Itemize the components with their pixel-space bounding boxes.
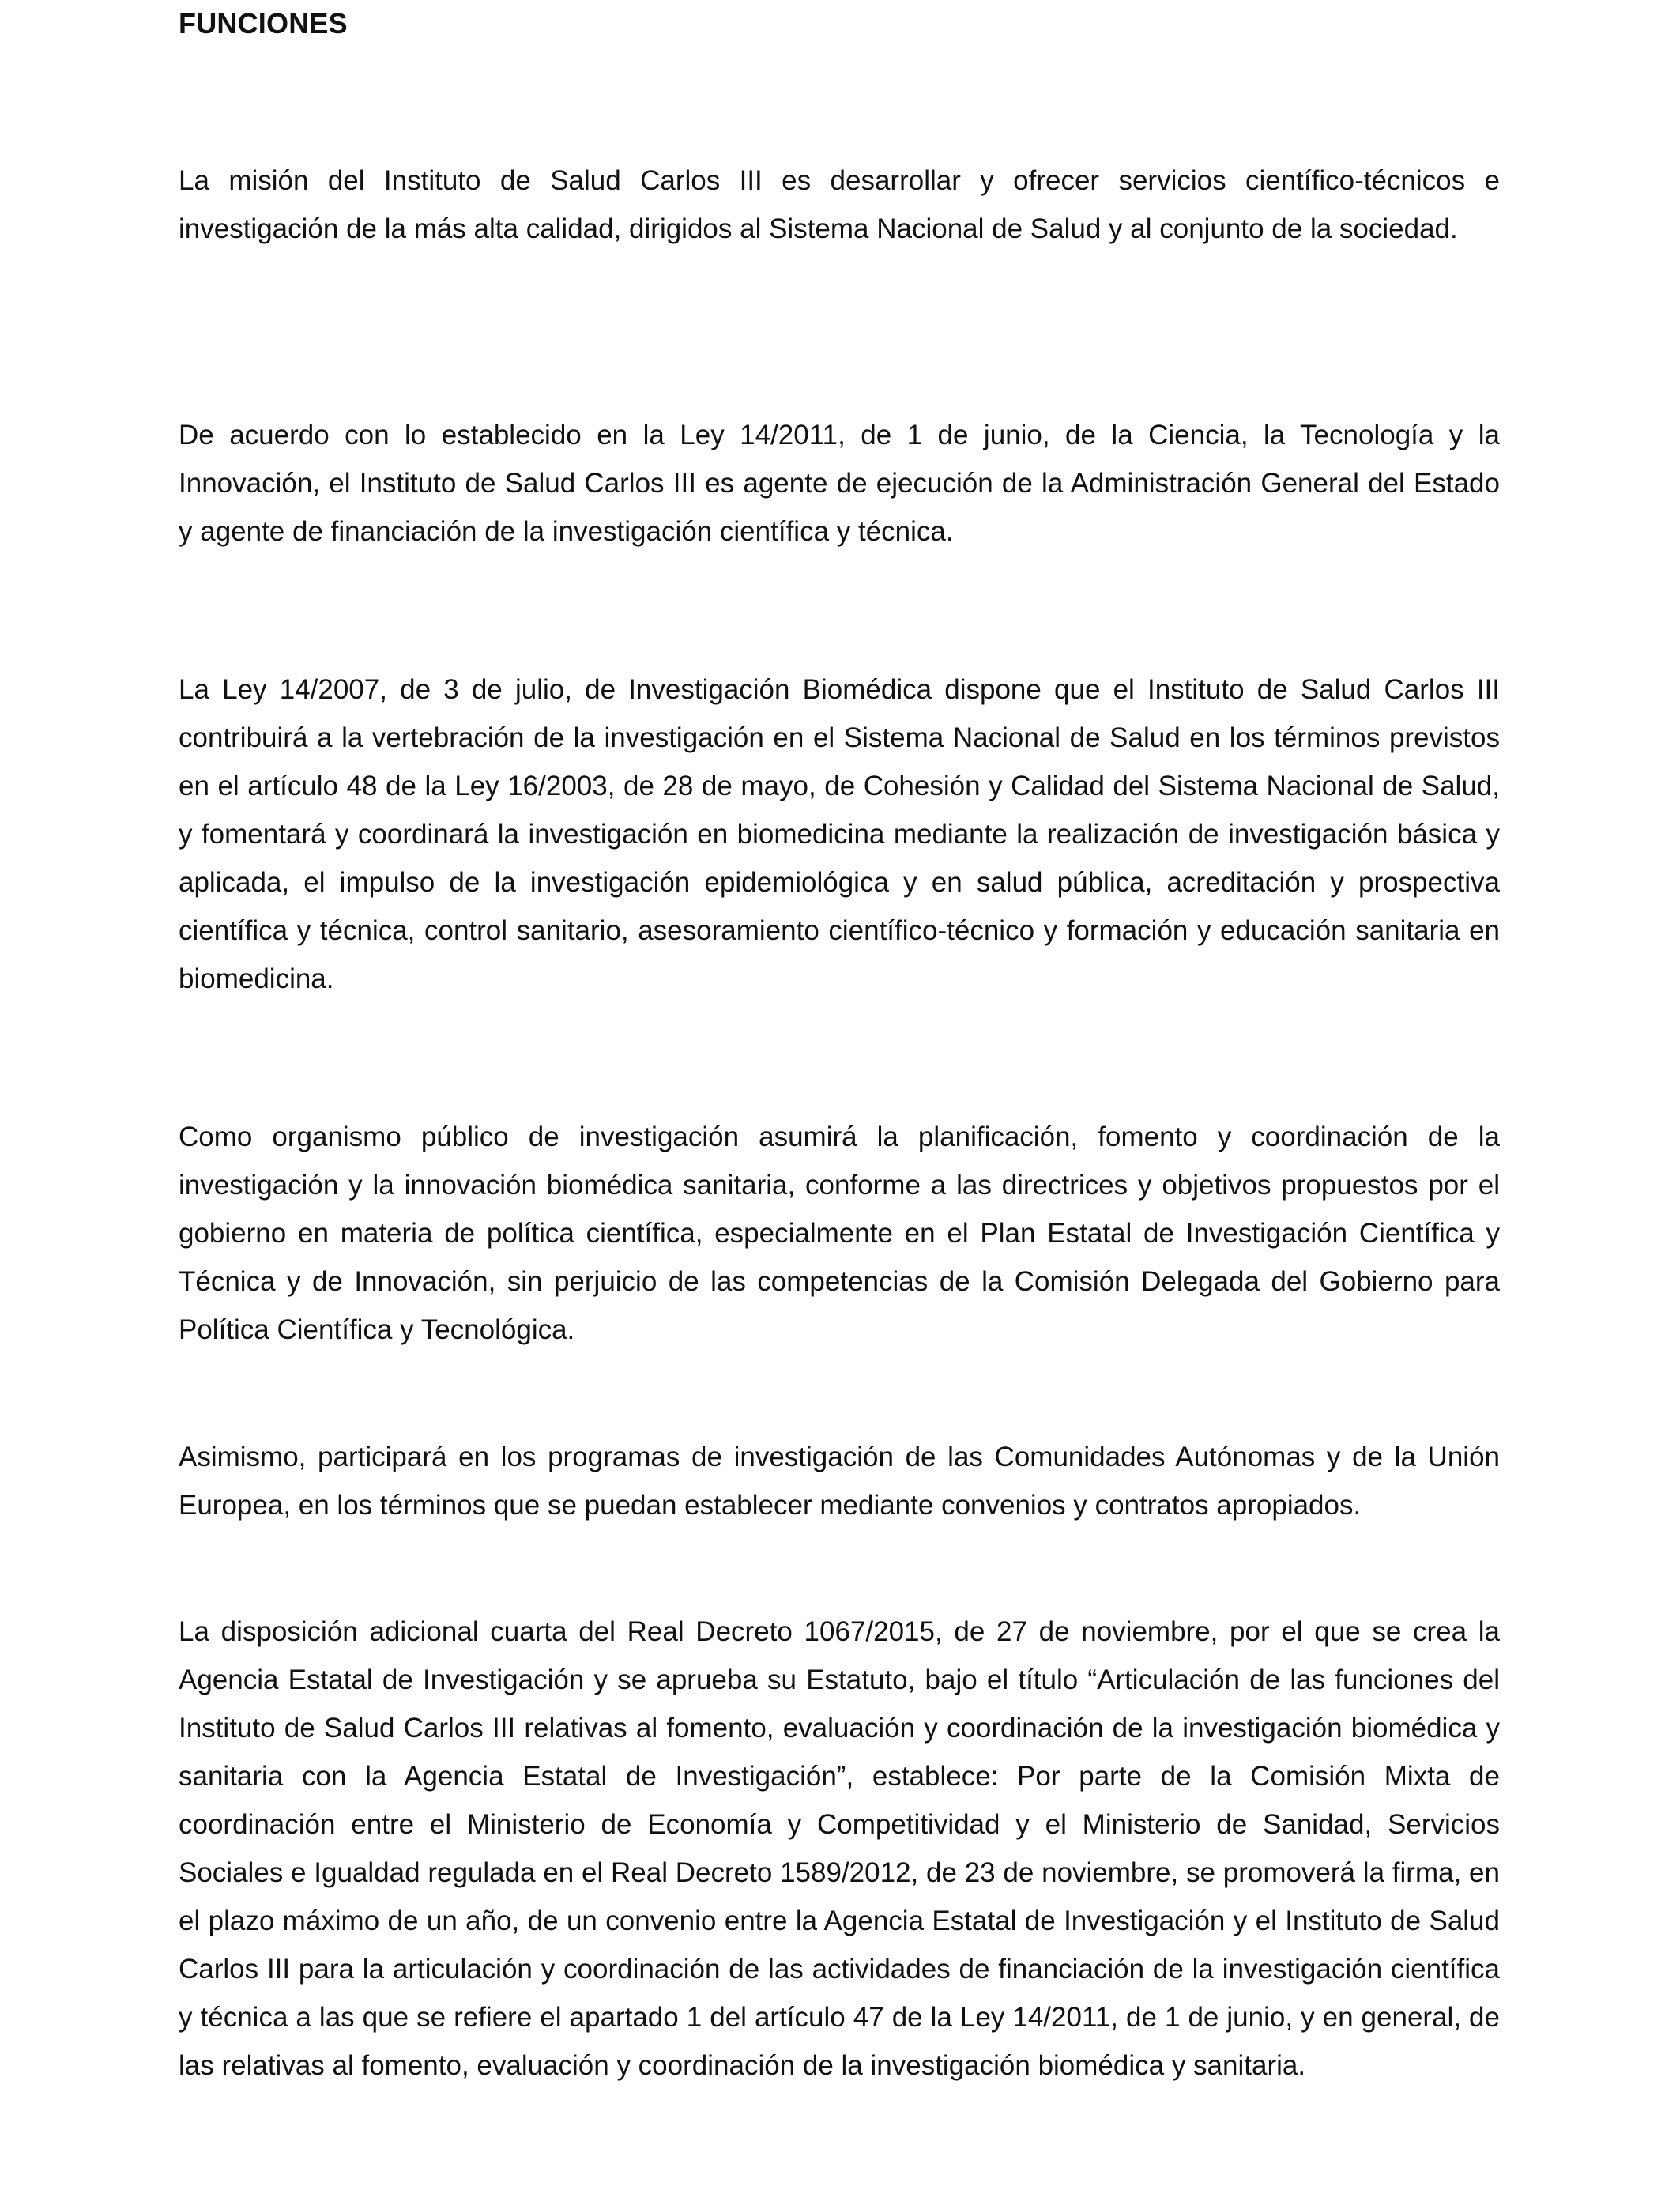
paragraph-asimismo: Asimismo, participará en los programas de investigación de las Comunidades Autónomas y de la Unión Europea, en los términos que se puedan establecer mediante convenios y contratos apropiados. (179, 1442, 1500, 1521)
document-heading: FUNCIONES (179, 7, 348, 40)
paragraph-ley-14-2007: La Ley 14/2007, de 3 de julio, de Investigación Biomédica dispone que el Instituto de Salud Carlos III contribuirá a la vertebración de la investigación en el Sistema Nacional de Salud en los términos previstos en el artículo 48 de la Ley 16/2003, de 28 de mayo, de Cohesión y Calidad del Sistema Nacional de Salud, y fomentará y coordinará la investigación en biomedicina mediante la realización de investigación básica y aplicada, el impulso de la investigación epidemiológica y en salud pública, acreditación y prospectiva científica y técnica, control sanitario, asesoramiento científico-técnico y formación y educación sanitaria en biomedicina. (179, 674, 1500, 994)
document-page (179, 0, 1500, 2194)
paragraph-mission: La misión del Instituto de Salud Carlos III es desarrollar y ofrecer servicios científico-técnicos e investigación de la más alta calidad, dirigidos al Sistema Nacional de Salud y al conjunto de la sociedad. (179, 165, 1500, 244)
paragraph-organismo-publico: Como organismo público de investigación asumirá la planificación, fomento y coordinación de la investigación y la innovación biomédica sanitaria, conforme a las directrices y objetivos propuestos por el gobierno en materia de política científica, especialmente en el Plan Estatal de Investigación Científica y Técnica y de Innovación, sin perjuicio de las competencias de la Comisión Delegada del Gobierno para Política Científica y Tecnológica. (179, 1122, 1500, 1345)
paragraph-real-decreto: La disposición adicional cuarta del Real Decreto 1067/2015, de 27 de noviembre, por el que se crea la Agencia Estatal de Investigación y se aprueba su Estatuto, bajo el título “Articulación de las funciones del Instituto de Salud Carlos III relativas al fomento, evaluación y coordinación de la investigación biomédica y sanitaria con la Agencia Estatal de Investigación”, establece: Por parte de la Comisión Mixta de coordinación entre el Ministerio de Economía y Competitividad y el Ministerio de Sanidad, Servicios Sociales e Igualdad regulada en el Real Decreto 1589/2012, de 23 de noviembre, se promoverá la firma, en el plazo máximo de un año, de un convenio entre la Agencia Estatal de Investigación y el Instituto de Salud Carlos III para la articulación y coordinación de las actividades de financiación de la investigación científica y técnica a las que se refiere el apartado 1 del artículo 47 de la Ley 14/2011, de 1 de junio, y en general, de las relativas al fomento, evaluación y coordinación de la investigación biomédica y sanitaria. (179, 1616, 1500, 2081)
paragraph-ley-14-2011: De acuerdo con lo establecido en la Ley 14/2011, de 1 de junio, de la Ciencia, la Tecnología y la Innovación, el Instituto de Salud Carlos III es agente de ejecución de la Administración General del Estado y agente de financiación de la investigación científica y técnica. (179, 420, 1500, 547)
